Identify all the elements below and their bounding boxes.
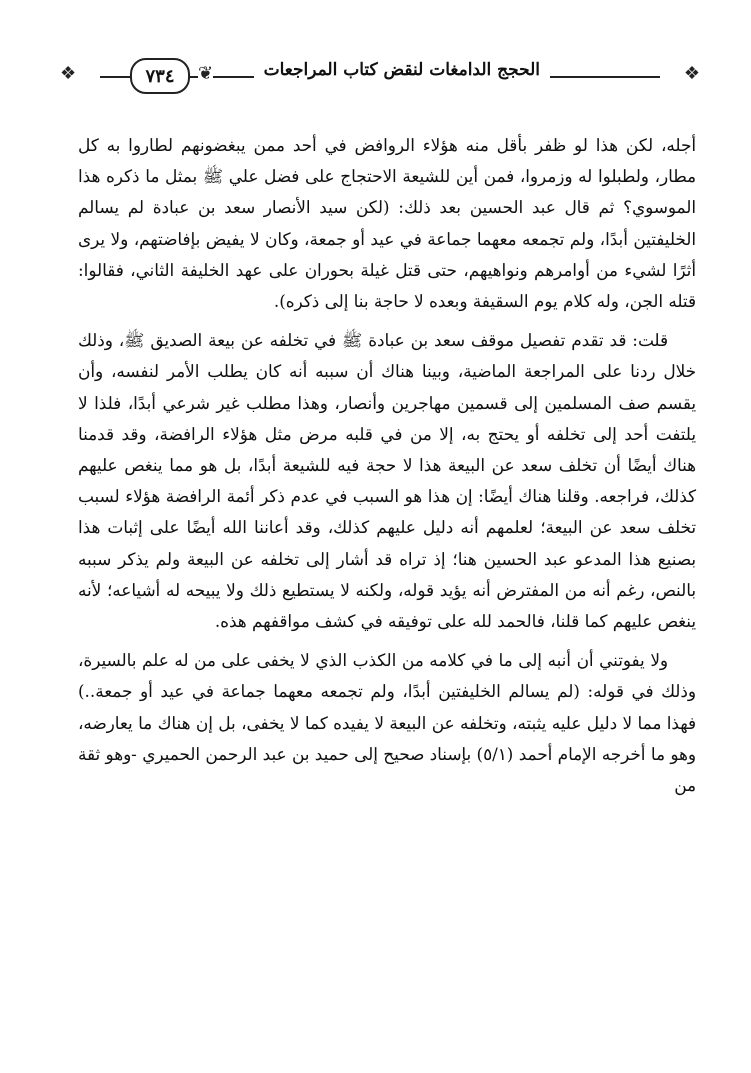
page-header — [60, 58, 700, 98]
header-ornament-left: ❖ — [60, 63, 77, 84]
header-ornament-right: ❖ — [683, 63, 700, 84]
header-ornament-mid: ❦ — [198, 63, 214, 84]
paragraph-note: ولا يفوتني أن أنبه إلى ما في كلامه من الكذب الذي لا يخفى على من له علم بالسيرة، وذلك في قوله: (لم يسالم الخليفتين أبدًا، ولم تجمعه معهما جماعة في عيد أو جمعة..) فهذا مما لا دليل عليه يثبته، وتخلفه عن البيعة لا يفيده كما لا يخفى، بل إن هناك ما يعارضه، وهو ما أخرجه الإمام أحمد (٥/١) بإسناد صحيح إلى حميد بن عبد الرحمن الحميري -وهو ثقة من — [78, 650, 696, 796]
paragraph-continuation: أجله، لكن هذا لو ظفر بأقل منه هؤلاء الروافض في أحد ممن يبغضونهم لطاروا به كل مطار، ولطبلوا له وزمروا، فمن أين للشيعة الاحتجاج على فضل علي ﷺ بمثل ما ذكره هذا الموسوي؟ ثم قال عبد الحسين بعد ذلك: (لكن سيد الأنصار سعد بن عبادة لم يسالم الخليفتين أبدًا، ولم تجمعه معهما جماعة في عيد أو جمعة، وكان لا يفيض بإفاضتهم، ولا يرى أثرًا لشيء من أوامرهم ونواهيهم، حتى قتل غيلة بحوران على عهد الخليفة الثاني، فقالوا: قتله الجن، وله كلام يوم السقيفة وبعده لا حاجة بنا إلى ذكره). — [78, 135, 696, 312]
page-number: ٧٣٤ — [130, 58, 190, 94]
body-text — [78, 130, 696, 801]
page-title: الحجج الدامغات لنقض كتاب المراجعات — [254, 60, 550, 80]
paragraph-reply: قلت: قد تقدم تفصيل موقف سعد بن عبادة ﷺ في تخلفه عن بيعة الصديق ﷺ، وذلك خلال ردنا على المراجعة الماضية، وبينا هناك أن سببه أنه كان يطلب الأمر لنفسه، وأن يقسم صف المسلمين إلى قسمين مهاجرين وأنصار، وهذا مطلب غير شرعي أبدًا، فلذا لا يلتفت أحد إلى تخلفه أو يحتج به، إلا من في قلبه مرض مثل هؤلاء الرافضة، وقد قدمنا هناك أيضًا أن تخلف سعد عن البيعة هذا لا حجة فيه للشيعة أبدًا، بل هو مما ينغص عليهم كذلك، فراجعه. وقلنا هناك أيضًا: إن هذا هو السبب في عدم ذكر أئمة الرافضة هؤلاء لسبب تخلف سعد عن البيعة؛ لعلمهم أنه دليل عليهم كذلك، وقد أعاننا الله أيضًا على إثبات هذا بصنيع هذا المدعو عبد الحسين هنا؛ إذ تراه قد أشار إلى تخلفه عن البيعة ولم يذكر سببه بالنص، رغم أنه من المفترض أنه يؤيد قوله، ولكنه لا يستطيع ذلك ولا يبيحه له أشياعه؛ لأنه ينغص عليهم كما قلنا، فالحمد لله على توفيقه في كشف مواقفهم هذه. — [78, 330, 696, 632]
